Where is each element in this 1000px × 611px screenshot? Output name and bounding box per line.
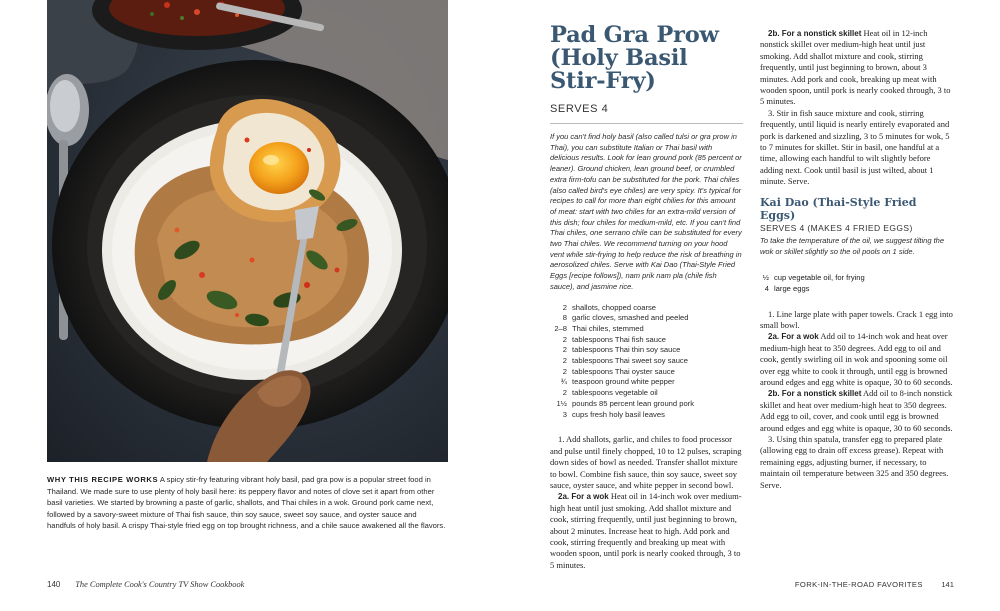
ingredient-qty: 8 [562, 313, 567, 323]
sub-recipe-steps [760, 309, 954, 492]
recipe-title-line: Stir-Fry) [550, 68, 656, 94]
sub-step-2b [760, 388, 954, 434]
ingredient-item [550, 345, 743, 356]
ingredient-qty: 2 [562, 345, 567, 355]
sub-step-1: 1. Line large plate with paper towels. Crack 1 egg into small bowl. [760, 308, 953, 330]
ingredient-text: teaspoon ground white pepper [572, 377, 675, 387]
ingredient-item [550, 313, 743, 324]
step-2b [760, 28, 954, 108]
ingredient-qty: 2 [562, 388, 567, 398]
step-2b-text: Heat oil in 12-inch nonstick skillet over medium-high heat until just smoking. Add shallot mixture and cook, stirring frequently, until just beginning to brown, about 3 minutes. Add pork and cook, breaking up meat with wooden spoon, until pork is nearly cooked through, 3 to 5 minutes. [760, 28, 951, 107]
ingredient-item [760, 283, 954, 295]
recipe-title [550, 24, 743, 93]
ingredient-text: cups fresh holy basil leaves [572, 409, 665, 419]
sub-step-2b-label: 2b. For a nonstick skillet [768, 389, 862, 399]
recipe-title-line: (Holy Basil [550, 45, 688, 71]
recipe-intro: If you can't find holy basil (also called tulsi or gra prow in Thai), you can substitute Italian or Thai basil with delicious results. Look for lean ground pork (85 percent or leaner). Ground chicken, lean ground beef, or crumbled extra firm-tofu can be substituted for the pork. Thai chiles (also called bird's eye chiles) are very spicy. It's typical for recipes to call for more than eight chilies for this amount of meat: start with two chiles for an extra-mild version of this dish; four chiles for medium-mild, etc. If you can't find Thai chiles, one serrano chile can be substituted for every two Thai chiles. We recommend turning on your hood vent while stir-frying to help reduce the risk of breathing in aerosolized chiles. Serve with Kai Dao (Thai-Style Fried Eggs [recipe follows]), nam prik nam pla (chile fish sauce), and jasmine rice. [550, 132, 742, 291]
ingredient-item [550, 335, 743, 346]
recipe-steps [550, 434, 743, 571]
ingredient-text: Thai chiles, stemmed [572, 323, 644, 333]
sub-recipe-serves: SERVES 4 (MAKES 4 FRIED EGGS) [760, 222, 913, 233]
ingredient-qty: 2 [562, 356, 567, 366]
sub-step-3: 3. Using thin spatula, transfer egg to prepared plate (allowing egg to drain off excess grease). Repeat with remaining eggs, adjusting burner, if necessary, to maintain oil temperature between 325 and 350 degrees. Serve. [760, 433, 949, 490]
ingredient-qty: 2 [562, 366, 567, 376]
right-page-number: 141 [941, 580, 954, 589]
step-2a [550, 491, 743, 571]
ingredient-qty: ¾ [560, 377, 567, 387]
recipe-title-line: Pad Gra Prow [550, 22, 719, 48]
ingredient-item [550, 377, 743, 388]
recipe-column [550, 24, 743, 571]
ingredient-qty: 2 [562, 302, 567, 312]
left-page-number: 140 [47, 580, 61, 589]
ingredient-qty: 1½ [556, 398, 567, 408]
sub-step-2a-label: 2a. For a wok [768, 332, 819, 342]
ingredient-item [550, 410, 743, 421]
sub-step-2a-text: Add oil to 14-inch wok and heat over medium-high heat to 350 degrees. Add egg to oil and cook, gently swirling oil in wok and spooning some oil over egg white to cook it through, until egg is browned around edges and egg white is opaque, 30 to 60 seconds. [760, 331, 953, 387]
book-title: The Complete Cook's Country TV Show Cookbook [75, 580, 245, 589]
sub-recipe-intro: To take the temperature of the oil, we suggest tilting the wok or skillet slightly so the oil pools on 1 side. [760, 236, 944, 256]
recipe-column-continued [760, 28, 954, 491]
ingredient-text: pounds 85 percent lean ground pork [572, 398, 695, 408]
step-1: 1. Add shallots, garlic, and chiles to food processor and pulse until finely chopped, 10 to 12 pulses, scraping down sides of bowl as needed. Transfer shallot mixture to bowl. Combine fish sauce, thin soy sauce, sweet soy sauce, oyster sauce, and white pepper in second bowl. [550, 434, 742, 490]
ingredient-text: tablespoons Thai fish sauce [572, 334, 666, 344]
ingredient-list [550, 303, 743, 421]
ingredient-qty: 2–8 [554, 323, 567, 333]
ingredient-item [550, 388, 743, 399]
ingredient-item [550, 367, 743, 378]
ingredient-item [550, 324, 743, 335]
section-name: FORK-IN-THE-ROAD FAVORITES [794, 580, 923, 589]
right-page-footer [795, 580, 954, 589]
sub-step-2b-text: Add oil to 8-inch nonstick skillet and heat over medium-high heat to 350 degrees. Add egg to oil, cover, and cook until egg is browned around edges and egg white is opaque, 30 to 60 seconds. [760, 388, 953, 433]
step-2a-text: Heat oil in 14-inch wok over medium-high heat until just smoking. Add shallot mixture and cook, stirring frequently, until just beginning to brown, about 2 minutes. Increase heat to high. Add pork and cook, stirring frequently and breaking up meat with wooden spoon, until pork is nearly cooked through, 3 to 5 minutes. [550, 491, 742, 570]
ingredient-text: large eggs [774, 284, 810, 293]
sub-step-2a [760, 331, 954, 388]
step-3: 3. Stir in fish sauce mixture and cook, stirring frequently, until liquid is nearly entirely evaporated and pork is darkened and sizzling, 3 to 5 minutes for wok, 5 to 7 minutes for skillet. Stir in basil, one handful at a time, allowing each handful to wilt slightly before adding next. Cook until basil is just wilted, about 1 minute. Serve. [760, 107, 950, 187]
why-this-recipe-works [47, 474, 447, 532]
ingredient-qty: 4 [764, 284, 769, 293]
ingredient-qty: 3 [562, 409, 567, 419]
ingredient-item [760, 272, 954, 284]
ingredient-qty: ½ [762, 272, 769, 282]
why-text: A spicy stir-fry featuring vibrant holy basil, pad gra pow is a popular street food in Thailand. We made sure to use plenty of holy basil here: its peppery flavor and notes of clove set it apart from other basil varieties. We started by browning a paste of garlic, shallots, and Thai chiles in a wok. Ground pork came next, followed by a savory-sweet mixture of Thai fish sauce, thin soy sauce, sweet soy sauce, and oyster sauce and handfuls of holy basil. A crispy Thai-style fried egg on top brought richness, and a chile sauce awakened all the flavors. [47, 475, 446, 531]
ingredient-item [550, 399, 743, 410]
ingredient-text: tablespoons Thai thin soy sauce [572, 345, 681, 355]
step-2b-label: 2b. For a nonstick skillet [768, 29, 862, 38]
ingredient-text: garlic cloves, smashed and peeled [572, 313, 689, 323]
ingredient-text: tablespoons Thai sweet soy sauce [572, 356, 688, 366]
ingredient-item [550, 356, 743, 367]
sub-ingredient-list [760, 272, 954, 295]
ingredient-text: cup vegetable oil, for frying [774, 272, 865, 282]
sub-recipe-title: Kai Dao (Thai-Style Fried Eggs) [760, 195, 917, 222]
recipe-serves: SERVES 4 [550, 103, 743, 124]
recipe-photo [47, 0, 448, 462]
ingredient-qty: 2 [562, 334, 567, 344]
why-label: WHY THIS RECIPE WORKS [47, 475, 159, 484]
step-2a-label: 2a. For a wok [558, 492, 609, 502]
ingredient-text: tablespoons Thai oyster sauce [572, 366, 675, 376]
ingredient-text: tablespoons vegetable oil [572, 388, 658, 398]
ingredient-text: shallots, chopped coarse [572, 302, 657, 312]
left-page-footer [47, 580, 244, 589]
ingredient-item [550, 303, 743, 314]
